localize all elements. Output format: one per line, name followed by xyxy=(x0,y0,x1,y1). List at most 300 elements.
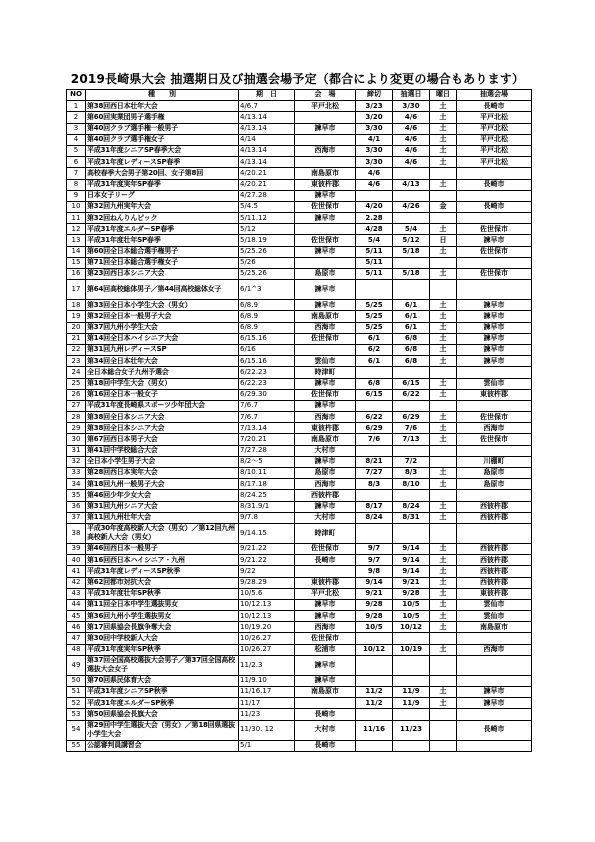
event-period: 5/1 xyxy=(239,740,295,751)
event-period: 10/12.13 xyxy=(239,611,295,622)
weekday: 土 xyxy=(430,333,457,344)
entry-deadline: 8/21 xyxy=(356,456,393,467)
venue: 諫早市 xyxy=(295,655,356,675)
row-number: 48 xyxy=(67,644,86,655)
venue: 諫早市 xyxy=(295,123,356,134)
draw-location: 平戸北松 xyxy=(457,134,532,145)
draw-location: 西彼杵郡 xyxy=(457,577,532,588)
event-period: 6/15.16 xyxy=(239,356,295,367)
entry-deadline: 7/27 xyxy=(356,468,393,479)
entry-deadline: 11/16 xyxy=(356,720,393,740)
venue: 佐世保市 xyxy=(295,333,356,344)
event-name: 第71回全日本総合選手権女子 xyxy=(86,257,239,268)
table-row xyxy=(67,687,532,698)
entry-deadline: 3/23 xyxy=(356,101,393,112)
event-name: 第14回全日本ハイシニア大会 xyxy=(86,333,239,344)
entry-deadline: 9/8 xyxy=(356,566,393,577)
table-row xyxy=(67,599,532,610)
draw-date xyxy=(393,257,430,268)
draw-date: 6/8 xyxy=(393,333,430,344)
event-name: 平成31年度壮年SP秋季 xyxy=(86,588,239,599)
row-number: 4 xyxy=(67,134,86,145)
row-number: 50 xyxy=(67,675,86,686)
weekday: 土 xyxy=(430,300,457,311)
venue: 諫早市 xyxy=(295,456,356,467)
weekday xyxy=(430,257,457,268)
event-period: 6/8.9 xyxy=(239,300,295,311)
table-row xyxy=(67,400,532,411)
venue: 長崎市 xyxy=(295,555,356,566)
draw-date xyxy=(393,213,430,224)
weekday xyxy=(430,675,457,686)
venue: 諫早市 xyxy=(295,400,356,411)
event-period: 6/8.9 xyxy=(239,311,295,322)
row-number: 15 xyxy=(67,257,86,268)
draw-date: 6/8 xyxy=(393,344,430,355)
event-name: 第23回西日本シニア大会 xyxy=(86,269,239,280)
draw-date: 10/12 xyxy=(393,622,430,633)
venue: 東彼杵郡 xyxy=(295,423,356,434)
draw-date xyxy=(393,655,430,675)
header-draw-location: 抽選会場 xyxy=(457,90,532,101)
header-weekday: 曜日 xyxy=(430,90,457,101)
weekday: 土 xyxy=(430,378,457,389)
draw-date: 10/5 xyxy=(393,599,430,610)
draw-date: 10/19 xyxy=(393,644,430,655)
event-name: 第50回県協会長旗大会 xyxy=(86,709,239,720)
event-name: 平成31年度レディースSP秋季 xyxy=(86,566,239,577)
event-period: 5/26 xyxy=(239,257,295,268)
entry-deadline: 9/7 xyxy=(356,543,393,554)
weekday: 土 xyxy=(430,566,457,577)
table-row xyxy=(67,501,532,512)
entry-deadline: 3/30 xyxy=(356,157,393,168)
event-name: 第70回県民体育大会 xyxy=(86,675,239,686)
row-number: 8 xyxy=(67,179,86,190)
weekday: 土 xyxy=(430,224,457,235)
venue: 諫早市 xyxy=(295,611,356,622)
weekday: 土 xyxy=(430,512,457,523)
venue: 南島原市 xyxy=(295,311,356,322)
event-name: 第18回中学生大会（男女） xyxy=(86,378,239,389)
entry-deadline: 6/8 xyxy=(356,378,393,389)
event-period: 10/5.6 xyxy=(239,588,295,599)
event-name: 平成31年度エルダーSP春季 xyxy=(86,224,239,235)
weekday: 土 xyxy=(430,356,457,367)
draw-date: 5/18 xyxy=(393,246,430,257)
event-name: 第32回ねんりんピック xyxy=(86,213,239,224)
draw-location: 長崎市 xyxy=(457,101,532,112)
event-period: 9/7.8 xyxy=(239,512,295,523)
event-period: 5/12 xyxy=(239,224,295,235)
draw-date: 5/12 xyxy=(393,235,430,246)
event-name: 平成31年度実年SP春季 xyxy=(86,179,239,190)
row-number: 31 xyxy=(67,445,86,456)
row-number: 42 xyxy=(67,577,86,588)
draw-date xyxy=(393,675,430,686)
draw-location: 長崎市 xyxy=(457,201,532,212)
table-row xyxy=(67,168,532,179)
event-period: 4/14 xyxy=(239,134,295,145)
table-row xyxy=(67,101,532,112)
draw-location: 西彼杵郡 xyxy=(457,501,532,512)
venue: 諫早市 xyxy=(295,675,356,686)
event-period: 7/27.28 xyxy=(239,445,295,456)
weekday xyxy=(430,490,457,501)
event-period: 10/19.20 xyxy=(239,622,295,633)
entry-deadline: 10/5 xyxy=(356,622,393,633)
event-name: 第18回九州一般男子大会 xyxy=(86,479,239,490)
event-period: 9/21.22 xyxy=(239,555,295,566)
table-row xyxy=(67,201,532,212)
draw-date: 6/22 xyxy=(393,389,430,400)
venue: 松浦市 xyxy=(295,644,356,655)
table-row xyxy=(67,479,532,490)
table-row xyxy=(67,655,532,675)
draw-location xyxy=(457,168,532,179)
event-name: 平成31年度シニアSP春季大会 xyxy=(86,145,239,156)
draw-date xyxy=(393,367,430,378)
draw-date xyxy=(393,190,430,201)
event-period: 7/6.7 xyxy=(239,412,295,423)
entry-deadline xyxy=(356,400,393,411)
draw-date: 4/6 xyxy=(393,112,430,123)
weekday: 土 xyxy=(430,123,457,134)
weekday xyxy=(430,655,457,675)
entry-deadline xyxy=(356,490,393,501)
entry-deadline: 5/4 xyxy=(356,235,393,246)
weekday: 土 xyxy=(430,501,457,512)
draw-location: 諫早市 xyxy=(457,333,532,344)
row-number: 52 xyxy=(67,698,86,709)
weekday xyxy=(430,720,457,740)
draw-location: 諫早市 xyxy=(457,698,532,709)
entry-deadline: 6/29 xyxy=(356,423,393,434)
event-name: 第32回九州実年大会 xyxy=(86,201,239,212)
header-period: 期 日 xyxy=(239,90,295,101)
draw-location: 東彼杵郡 xyxy=(457,389,532,400)
row-number: 30 xyxy=(67,434,86,445)
entry-deadline xyxy=(356,655,393,675)
venue: 佐世保市 xyxy=(295,235,356,246)
row-number: 34 xyxy=(67,479,86,490)
event-period: 6/1^3 xyxy=(239,280,295,300)
event-name: 第60回全日本総合選手権男子 xyxy=(86,246,239,257)
draw-date: 10/5 xyxy=(393,611,430,622)
draw-date: 7/2 xyxy=(393,456,430,467)
entry-deadline: 5/25 xyxy=(356,300,393,311)
table-row xyxy=(67,456,532,467)
weekday: 土 xyxy=(430,479,457,490)
entry-deadline xyxy=(356,367,393,378)
entry-deadline: 5/11 xyxy=(356,257,393,268)
row-number: 14 xyxy=(67,246,86,257)
table-row xyxy=(67,566,532,577)
row-number: 55 xyxy=(67,740,86,751)
weekday: 土 xyxy=(430,412,457,423)
venue xyxy=(295,157,356,168)
row-number: 46 xyxy=(67,622,86,633)
draw-location xyxy=(457,190,532,201)
event-period: 11/30. 12 xyxy=(239,720,295,740)
venue: 佐世保市 xyxy=(295,543,356,554)
event-period: 11/23 xyxy=(239,709,295,720)
venue: 佐世保市 xyxy=(295,389,356,400)
venue: 佐世保市 xyxy=(295,633,356,644)
event-name: 日本女子リーグ xyxy=(86,190,239,201)
event-name: 第16回全日本一般女子 xyxy=(86,389,239,400)
event-period: 10/26.27 xyxy=(239,633,295,644)
venue xyxy=(295,134,356,145)
header-draw-date: 抽選日 xyxy=(393,90,430,101)
entry-deadline: 6/1 xyxy=(356,333,393,344)
table-row xyxy=(67,356,532,367)
entry-deadline: 4/28 xyxy=(356,224,393,235)
event-period: 4/27.28 xyxy=(239,190,295,201)
entry-deadline xyxy=(356,740,393,751)
weekday: 土 xyxy=(430,588,457,599)
row-number: 2 xyxy=(67,112,86,123)
entry-deadline: 4/6 xyxy=(356,168,393,179)
draw-date xyxy=(393,168,430,179)
row-number: 43 xyxy=(67,588,86,599)
entry-deadline: 8/3 xyxy=(356,479,393,490)
draw-location: 佐世保市 xyxy=(457,246,532,257)
venue: 諫早市 xyxy=(295,246,356,257)
event-name: 平成31年度実年SP秋季 xyxy=(86,644,239,655)
row-number: 3 xyxy=(67,123,86,134)
schedule-body xyxy=(67,101,532,752)
draw-location xyxy=(457,490,532,501)
row-number: 47 xyxy=(67,633,86,644)
draw-date: 8/31 xyxy=(393,512,430,523)
draw-location: 諫早市 xyxy=(457,311,532,322)
venue xyxy=(295,698,356,709)
event-period: 4/6.7 xyxy=(239,101,295,112)
draw-date: 6/15 xyxy=(393,378,430,389)
weekday xyxy=(430,523,457,543)
row-number: 9 xyxy=(67,190,86,201)
weekday: 土 xyxy=(430,134,457,145)
event-period: 5/18.19 xyxy=(239,235,295,246)
weekday: 土 xyxy=(430,101,457,112)
event-period: 9/14.15 xyxy=(239,523,295,543)
header-event: 種 別 xyxy=(86,90,239,101)
venue: 南島原市 xyxy=(295,687,356,698)
table-row xyxy=(67,224,532,235)
table-row xyxy=(67,112,532,123)
table-row xyxy=(67,588,532,599)
draw-location: 雲仙市 xyxy=(457,611,532,622)
event-period: 6/22.23 xyxy=(239,367,295,378)
entry-deadline xyxy=(356,190,393,201)
event-period: 6/29.30 xyxy=(239,389,295,400)
draw-location: 島原市 xyxy=(457,479,532,490)
venue: 南島原市 xyxy=(295,168,356,179)
table-row xyxy=(67,490,532,501)
entry-deadline: 11/2 xyxy=(356,698,393,709)
weekday xyxy=(430,367,457,378)
entry-deadline: 4/20 xyxy=(356,201,393,212)
draw-location xyxy=(457,655,532,675)
event-name: 平成30年度高校新人大会（男女）／第12回九州高校新人大会（男女） xyxy=(86,523,239,543)
table-row xyxy=(67,280,532,300)
draw-date: 9/28 xyxy=(393,588,430,599)
table-row xyxy=(67,123,532,134)
row-number: 16 xyxy=(67,269,86,280)
table-row xyxy=(67,709,532,720)
table-row xyxy=(67,675,532,686)
event-name: 第11回全日本中学生選抜男女 xyxy=(86,599,239,610)
event-name: 第38回西日本壮年大会 xyxy=(86,101,239,112)
weekday: 金 xyxy=(430,201,457,212)
row-number: 10 xyxy=(67,201,86,212)
draw-date: 9/14 xyxy=(393,555,430,566)
event-period: 6/8.9 xyxy=(239,322,295,333)
row-number: 6 xyxy=(67,157,86,168)
event-name: 第33回全日本小学生大会（男女） xyxy=(86,300,239,311)
draw-location xyxy=(457,257,532,268)
event-period: 11/9.10 xyxy=(239,675,295,686)
event-period: 4/13.14 xyxy=(239,123,295,134)
venue: 諫早市 xyxy=(295,300,356,311)
venue: 大村市 xyxy=(295,512,356,523)
table-row xyxy=(67,134,532,145)
event-period: 5/25.26 xyxy=(239,269,295,280)
draw-location: 佐世保市 xyxy=(457,434,532,445)
table-row xyxy=(67,300,532,311)
event-name: 平成31年度レディースSP春季 xyxy=(86,157,239,168)
event-name: 第64回高校総体男子／第44回高校総体女子 xyxy=(86,280,239,300)
row-number: 17 xyxy=(67,280,86,300)
event-period: 8/24.25 xyxy=(239,490,295,501)
entry-deadline: 6/2 xyxy=(356,344,393,355)
event-period: 8/31.9/1 xyxy=(239,501,295,512)
row-number: 40 xyxy=(67,555,86,566)
row-number: 20 xyxy=(67,322,86,333)
draw-location: 佐世保市 xyxy=(457,269,532,280)
event-name: 平成31年度エルダーSP秋季 xyxy=(86,698,239,709)
entry-deadline: 8/24 xyxy=(356,512,393,523)
table-row xyxy=(67,434,532,445)
draw-location: 西彼杵郡 xyxy=(457,566,532,577)
header-row xyxy=(67,90,532,101)
weekday: 土 xyxy=(430,344,457,355)
draw-date: 6/29 xyxy=(393,412,430,423)
event-period: 11/16.17 xyxy=(239,687,295,698)
row-number: 44 xyxy=(67,599,86,610)
row-number: 33 xyxy=(67,468,86,479)
venue: 諫早市 xyxy=(295,501,356,512)
event-period: 9/28.29 xyxy=(239,577,295,588)
weekday: 土 xyxy=(430,687,457,698)
draw-location: 東彼杵郡 xyxy=(457,588,532,599)
entry-deadline: 9/28 xyxy=(356,599,393,610)
draw-date: 5/18 xyxy=(393,269,430,280)
entry-deadline: 9/28 xyxy=(356,611,393,622)
venue: 平戸北松 xyxy=(295,588,356,599)
draw-date: 6/1 xyxy=(393,300,430,311)
draw-location: 諫早市 xyxy=(457,344,532,355)
draw-date: 9/14 xyxy=(393,543,430,554)
weekday: 土 xyxy=(430,622,457,633)
row-number: 26 xyxy=(67,389,86,400)
entry-deadline: 4/6 xyxy=(356,179,393,190)
draw-location: 西彼杵郡 xyxy=(457,555,532,566)
entry-deadline: 5/11 xyxy=(356,269,393,280)
event-name: 平成31年度シニアSP秋季 xyxy=(86,687,239,698)
weekday xyxy=(430,633,457,644)
row-number: 23 xyxy=(67,356,86,367)
event-period: 6/22.23 xyxy=(239,378,295,389)
row-number: 7 xyxy=(67,168,86,179)
row-number: 24 xyxy=(67,367,86,378)
draw-location xyxy=(457,740,532,751)
event-period: 8/2～5 xyxy=(239,456,295,467)
draw-location: 雲仙市 xyxy=(457,599,532,610)
weekday: 土 xyxy=(430,389,457,400)
table-row xyxy=(67,445,532,456)
weekday xyxy=(430,190,457,201)
event-period: 4/20.21 xyxy=(239,168,295,179)
draw-date: 4/6 xyxy=(393,157,430,168)
table-row xyxy=(67,611,532,622)
event-period: 8/10.11 xyxy=(239,468,295,479)
row-number: 29 xyxy=(67,423,86,434)
draw-location: 西海市 xyxy=(457,423,532,434)
header-deadline: 締切 xyxy=(356,90,393,101)
weekday xyxy=(430,709,457,720)
row-number: 13 xyxy=(67,235,86,246)
weekday: 土 xyxy=(430,434,457,445)
weekday: 土 xyxy=(430,145,457,156)
event-name: 第34回全日本壮年大会 xyxy=(86,356,239,367)
event-name: 第28回西日本実年大会 xyxy=(86,468,239,479)
event-period: 4/13.14 xyxy=(239,157,295,168)
table-row xyxy=(67,523,532,543)
draw-date: 7/13 xyxy=(393,434,430,445)
weekday: 土 xyxy=(430,611,457,622)
draw-date: 8/24 xyxy=(393,501,430,512)
event-period: 11/17 xyxy=(239,698,295,709)
weekday: 土 xyxy=(430,322,457,333)
weekday: 土 xyxy=(430,112,457,123)
weekday xyxy=(430,740,457,751)
event-name: 第30回中学校新人大会 xyxy=(86,633,239,644)
entry-deadline: 9/21 xyxy=(356,588,393,599)
event-period: 8/17.18 xyxy=(239,479,295,490)
event-name: 第46回少年少女大会 xyxy=(86,490,239,501)
draw-date xyxy=(393,709,430,720)
draw-date: 7/6 xyxy=(393,423,430,434)
venue xyxy=(295,112,356,123)
entry-deadline: 6/1 xyxy=(356,356,393,367)
row-number: 27 xyxy=(67,400,86,411)
row-number: 28 xyxy=(67,412,86,423)
entry-deadline: 9/7 xyxy=(356,555,393,566)
draw-date: 6/1 xyxy=(393,322,430,333)
entry-deadline: 10/12 xyxy=(356,644,393,655)
weekday: 土 xyxy=(430,698,457,709)
row-number: 19 xyxy=(67,311,86,322)
event-name: 第46回西日本一般男子 xyxy=(86,543,239,554)
venue: 西海市 xyxy=(295,412,356,423)
venue: 諫早市 xyxy=(295,599,356,610)
entry-deadline: 9/14 xyxy=(356,577,393,588)
table-row xyxy=(67,235,532,246)
venue: 時津町 xyxy=(295,367,356,378)
event-name: 第17回県協会長旗争奪大会 xyxy=(86,622,239,633)
